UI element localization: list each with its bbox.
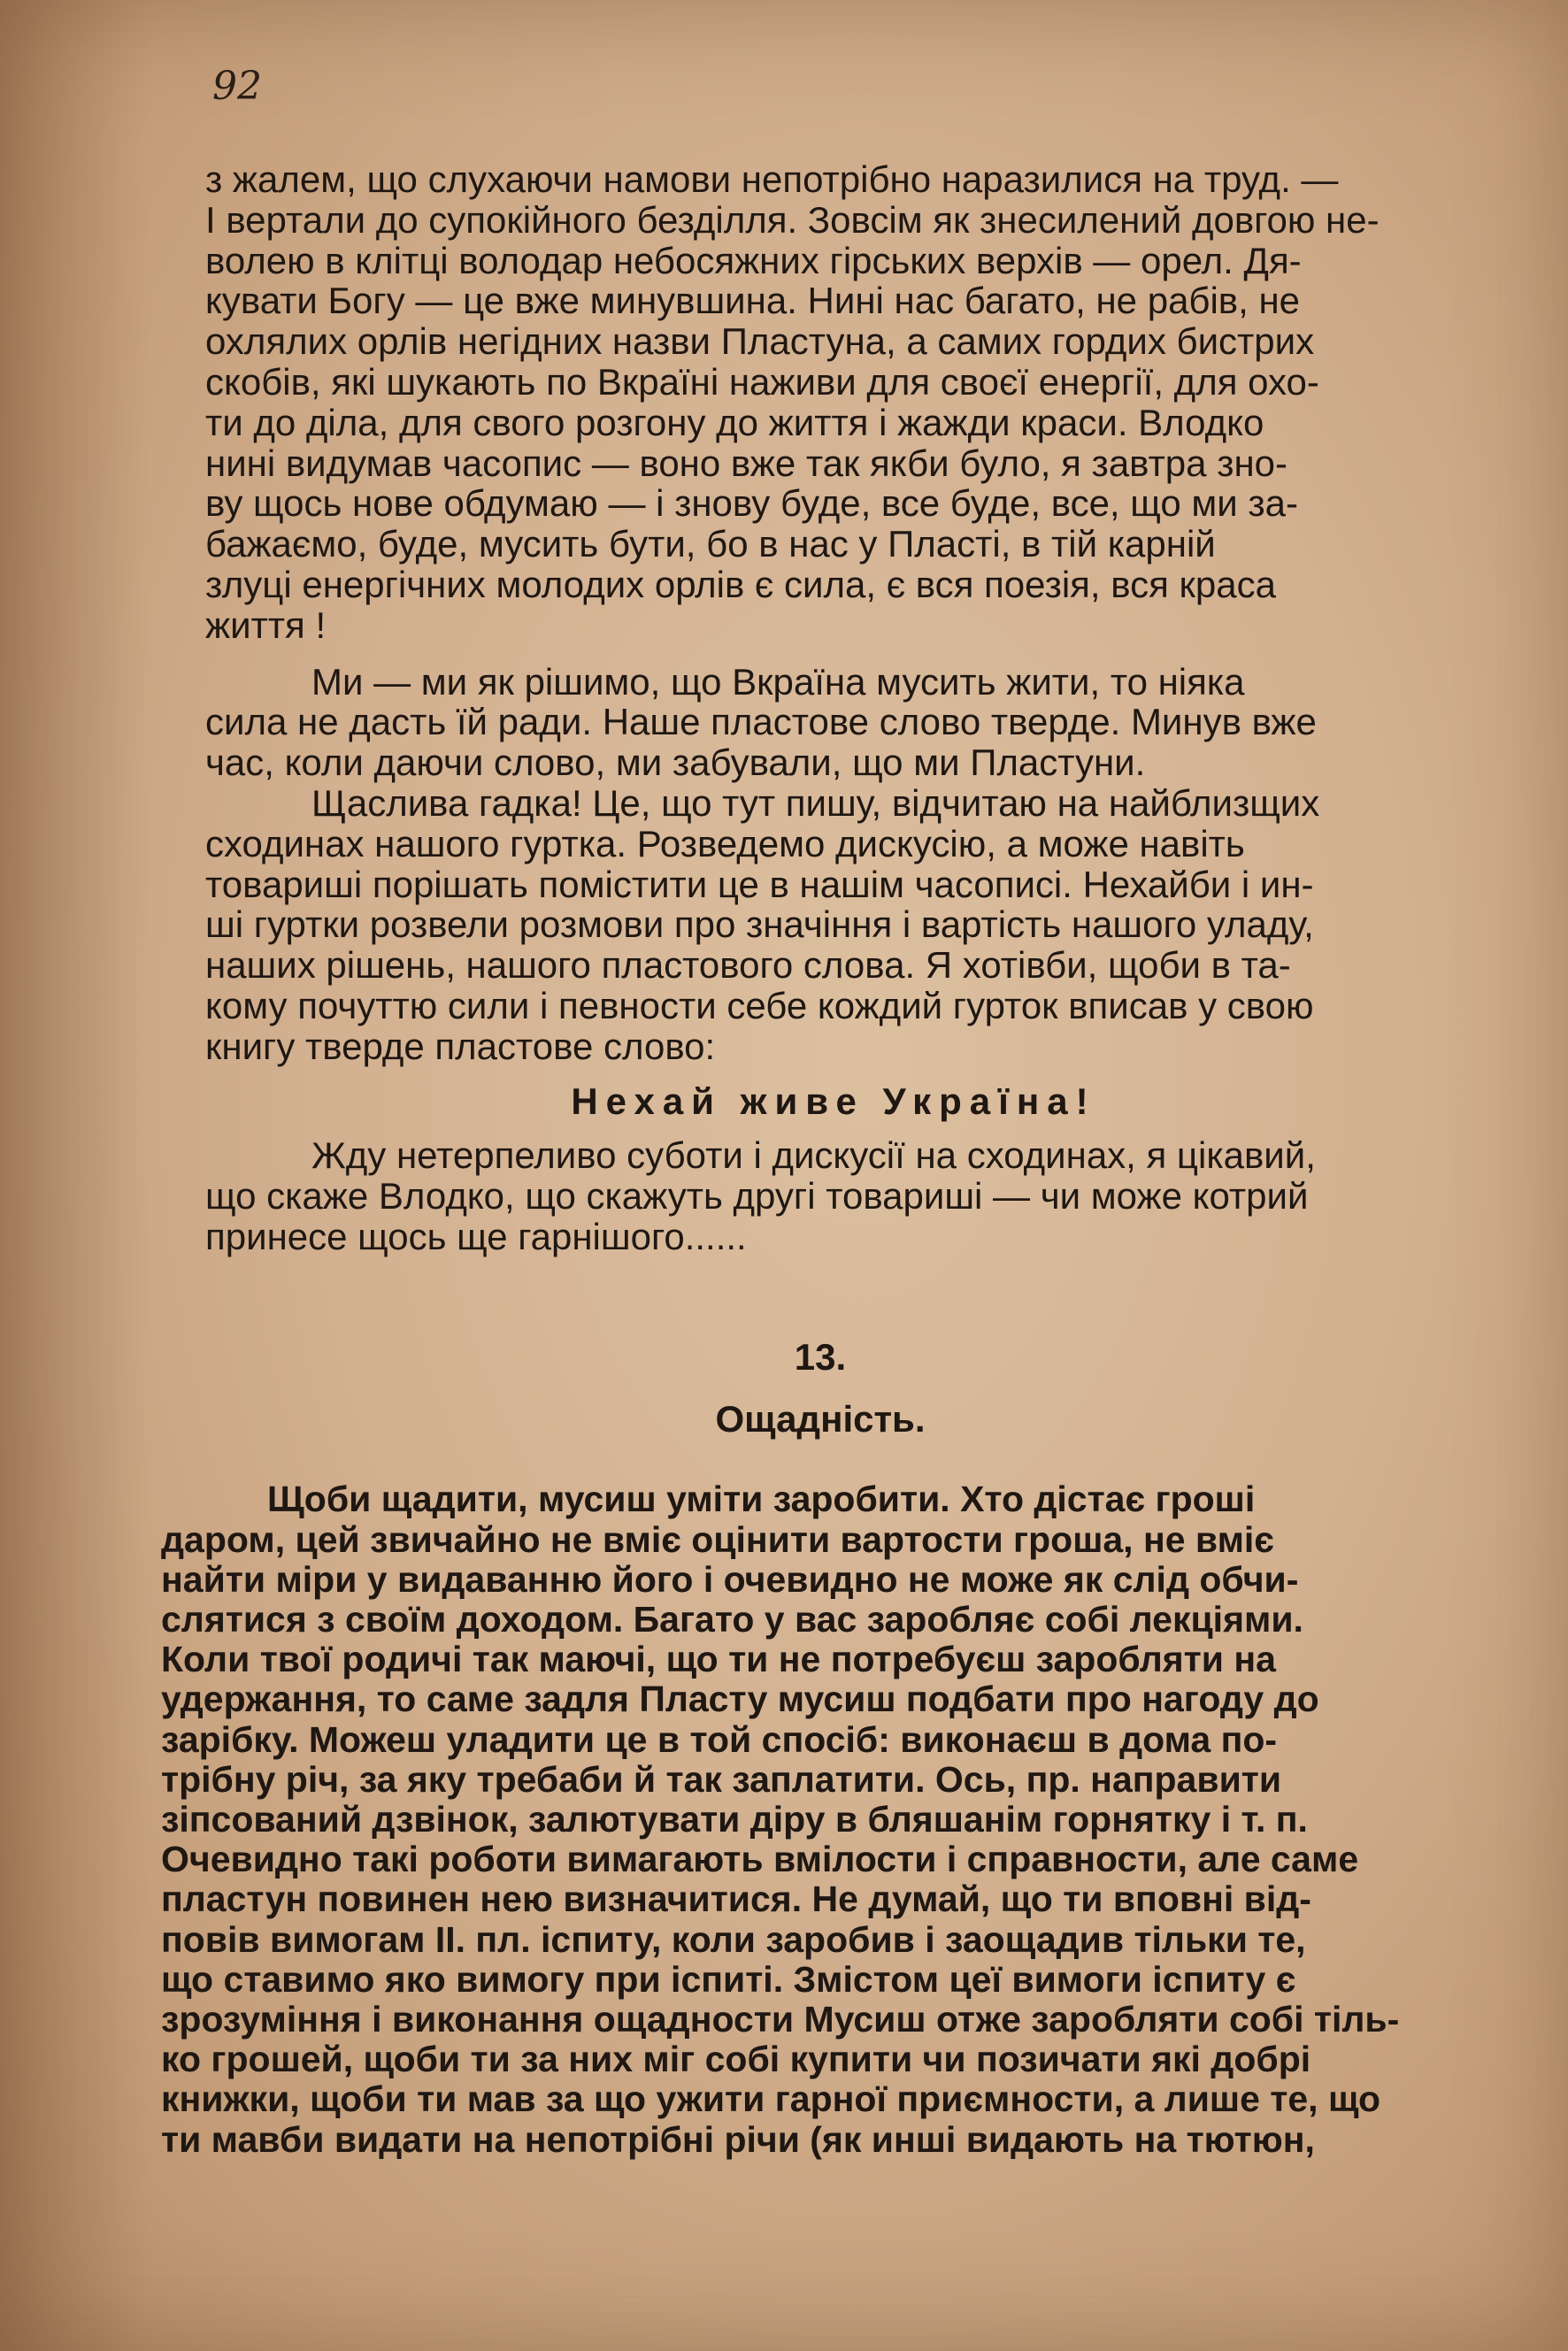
chapter-number: 13. [794,1335,847,1378]
text-line: удержання, то саме задля Пласту мусиш подбати про нагоду до [161,1679,1319,1720]
paragraph-3 [205,783,1568,1067]
text-line: зіпсований дзвінок, залютувати діру в бляшанім горнятку і т. п. [161,1798,1308,1840]
text-line: охлялих орлів негідних назви Пластуна, а самих гордих бистрих [205,320,1315,363]
text-line: Очевидно такі роботи вимагають вмілости і справности, але саме [161,1839,1359,1880]
text-line: Щаслива гадка! Це, що тут пишу, відчитаю на найблизщих [311,781,1320,824]
text-line: нині видумав часопис — воно вже так якби було, я завтра зно- [205,442,1287,484]
paragraph-1 [205,159,1568,646]
chapter-title: Ощадність. [715,1397,926,1440]
text-line: книгу тверде пластове слово: [205,1025,716,1067]
text-line: злуці енергічних молодих орлів є сила, є вся поезія, вся краса [205,563,1276,605]
chapter-paragraph [161,1479,1568,2159]
text-line: Ми — ми як рішимо, що Вкраїна мусить жити, то ніяка [311,660,1245,703]
text-line: пластун повинен нею визначитися. Не думай, що ти вповні від- [161,1878,1311,1920]
text-line: скобів, які шукають по Вкраїні наживи для своєї енергії, для охо- [205,360,1319,403]
text-line: ко грошей, щоби ти за них міг собі купити чи позичати які добрі [161,2039,1311,2080]
slogan: Нехай живе Україна! [571,1079,1096,1122]
text-line: ти до діла, для свого розгону до життя і жажди краси. Влодко [205,401,1264,443]
text-line: сила не дасть їй ради. Наше пластове слово тверде. Минув вже [205,701,1317,743]
text-line: книжки, щоби ти мав за що ужити гарної приємности, а лише те, що [161,2078,1381,2120]
text-line: сходинах нашого гуртка. Розведемо дискусію, а може навіть [205,822,1245,864]
text-line: кому почуттю сили і певности себе кождий гурток вписав у свою [205,984,1314,1026]
text-line: Щоби щадити, мусиш уміти заробити. Хто дістає гроші [267,1479,1256,1520]
text-line: час, коли даючи слово, ми забували, що ми Пластуни. [205,741,1146,784]
paragraph-4 [205,1135,1568,1256]
text-line: трібну річ, за яку требаби й так заплатити. Ось, пр. направити [161,1758,1282,1800]
text-line: зрозуміння і виконання ощадности Мусиш отже заробляти собі тіль- [161,1998,1400,2040]
text-line: бажаємо, буде, мусить бути, бо в нас у Пласті, в тій карній [205,523,1216,565]
text-line: ші гуртки розвели розмови про значіння і вартість нашого уладу, [205,903,1314,946]
text-line: І вертали до супокійного безділля. Зовсім як знесилений довгою не- [205,198,1380,241]
text-line: кувати Богу — це вже минувшина. Нині нас багато, не рабів, не [205,280,1301,322]
text-line: що ставимо яко вимогу при іспиті. Змістом цеї вимоги іспиту є [161,1958,1296,2000]
text-line: найти міри у видаванню його і очевидно не може як слід обчи- [161,1558,1299,1600]
page-edge-shadow [0,0,150,2351]
text-line: Коли твої родичі так маючі, що ти не потребуєш заробляти на [161,1639,1276,1680]
text-line: що скаже Влодко, що скажуть другі товариші — чи може котрий [205,1175,1309,1218]
page-number: 92 [212,64,262,109]
text-line: принесе щось ще гарнішого...... [205,1215,747,1257]
text-line: зарібку. Можеш уладити це в той спосіб: виконаєш в дома по- [161,1718,1278,1760]
paragraph-2 [205,662,1568,783]
text-line: повів вимогам II. пл. іспиту, коли заробив і заощадив тільки те, [161,1918,1306,1960]
text-line: волею в клітці володар небосяжних гірських верхів — орел. Дя- [205,239,1302,281]
text-line: товариші порішать помістити це в нашім часописі. Нехайби і ин- [205,863,1314,905]
text-line: ву щось нове обдумаю — і знову буде, все буде, все, що ми за- [205,482,1298,525]
text-line: наших рішень, нашого пластового слова. Я хотівби, щоби в та- [205,944,1291,987]
text-column [161,158,1568,2160]
text-line: ти мавби видати на непотрібні річи (як инші видають на тютюн, [161,2118,1315,2160]
text-line: Жду нетерпеливо суботи і дискусії на сходинах, я цікавий, [311,1134,1316,1177]
text-line: слятися з своїм доходом. Багато у вас заробляє собі лекціями. [161,1598,1303,1640]
text-line: даром, цей звичайно не вміє оцінити вартости гроша, не вміє [161,1518,1274,1560]
text-line: життя ! [205,603,327,646]
text-line: з жалем, що слухаючи намови непотрібно наразилися на труд. — [205,158,1339,200]
